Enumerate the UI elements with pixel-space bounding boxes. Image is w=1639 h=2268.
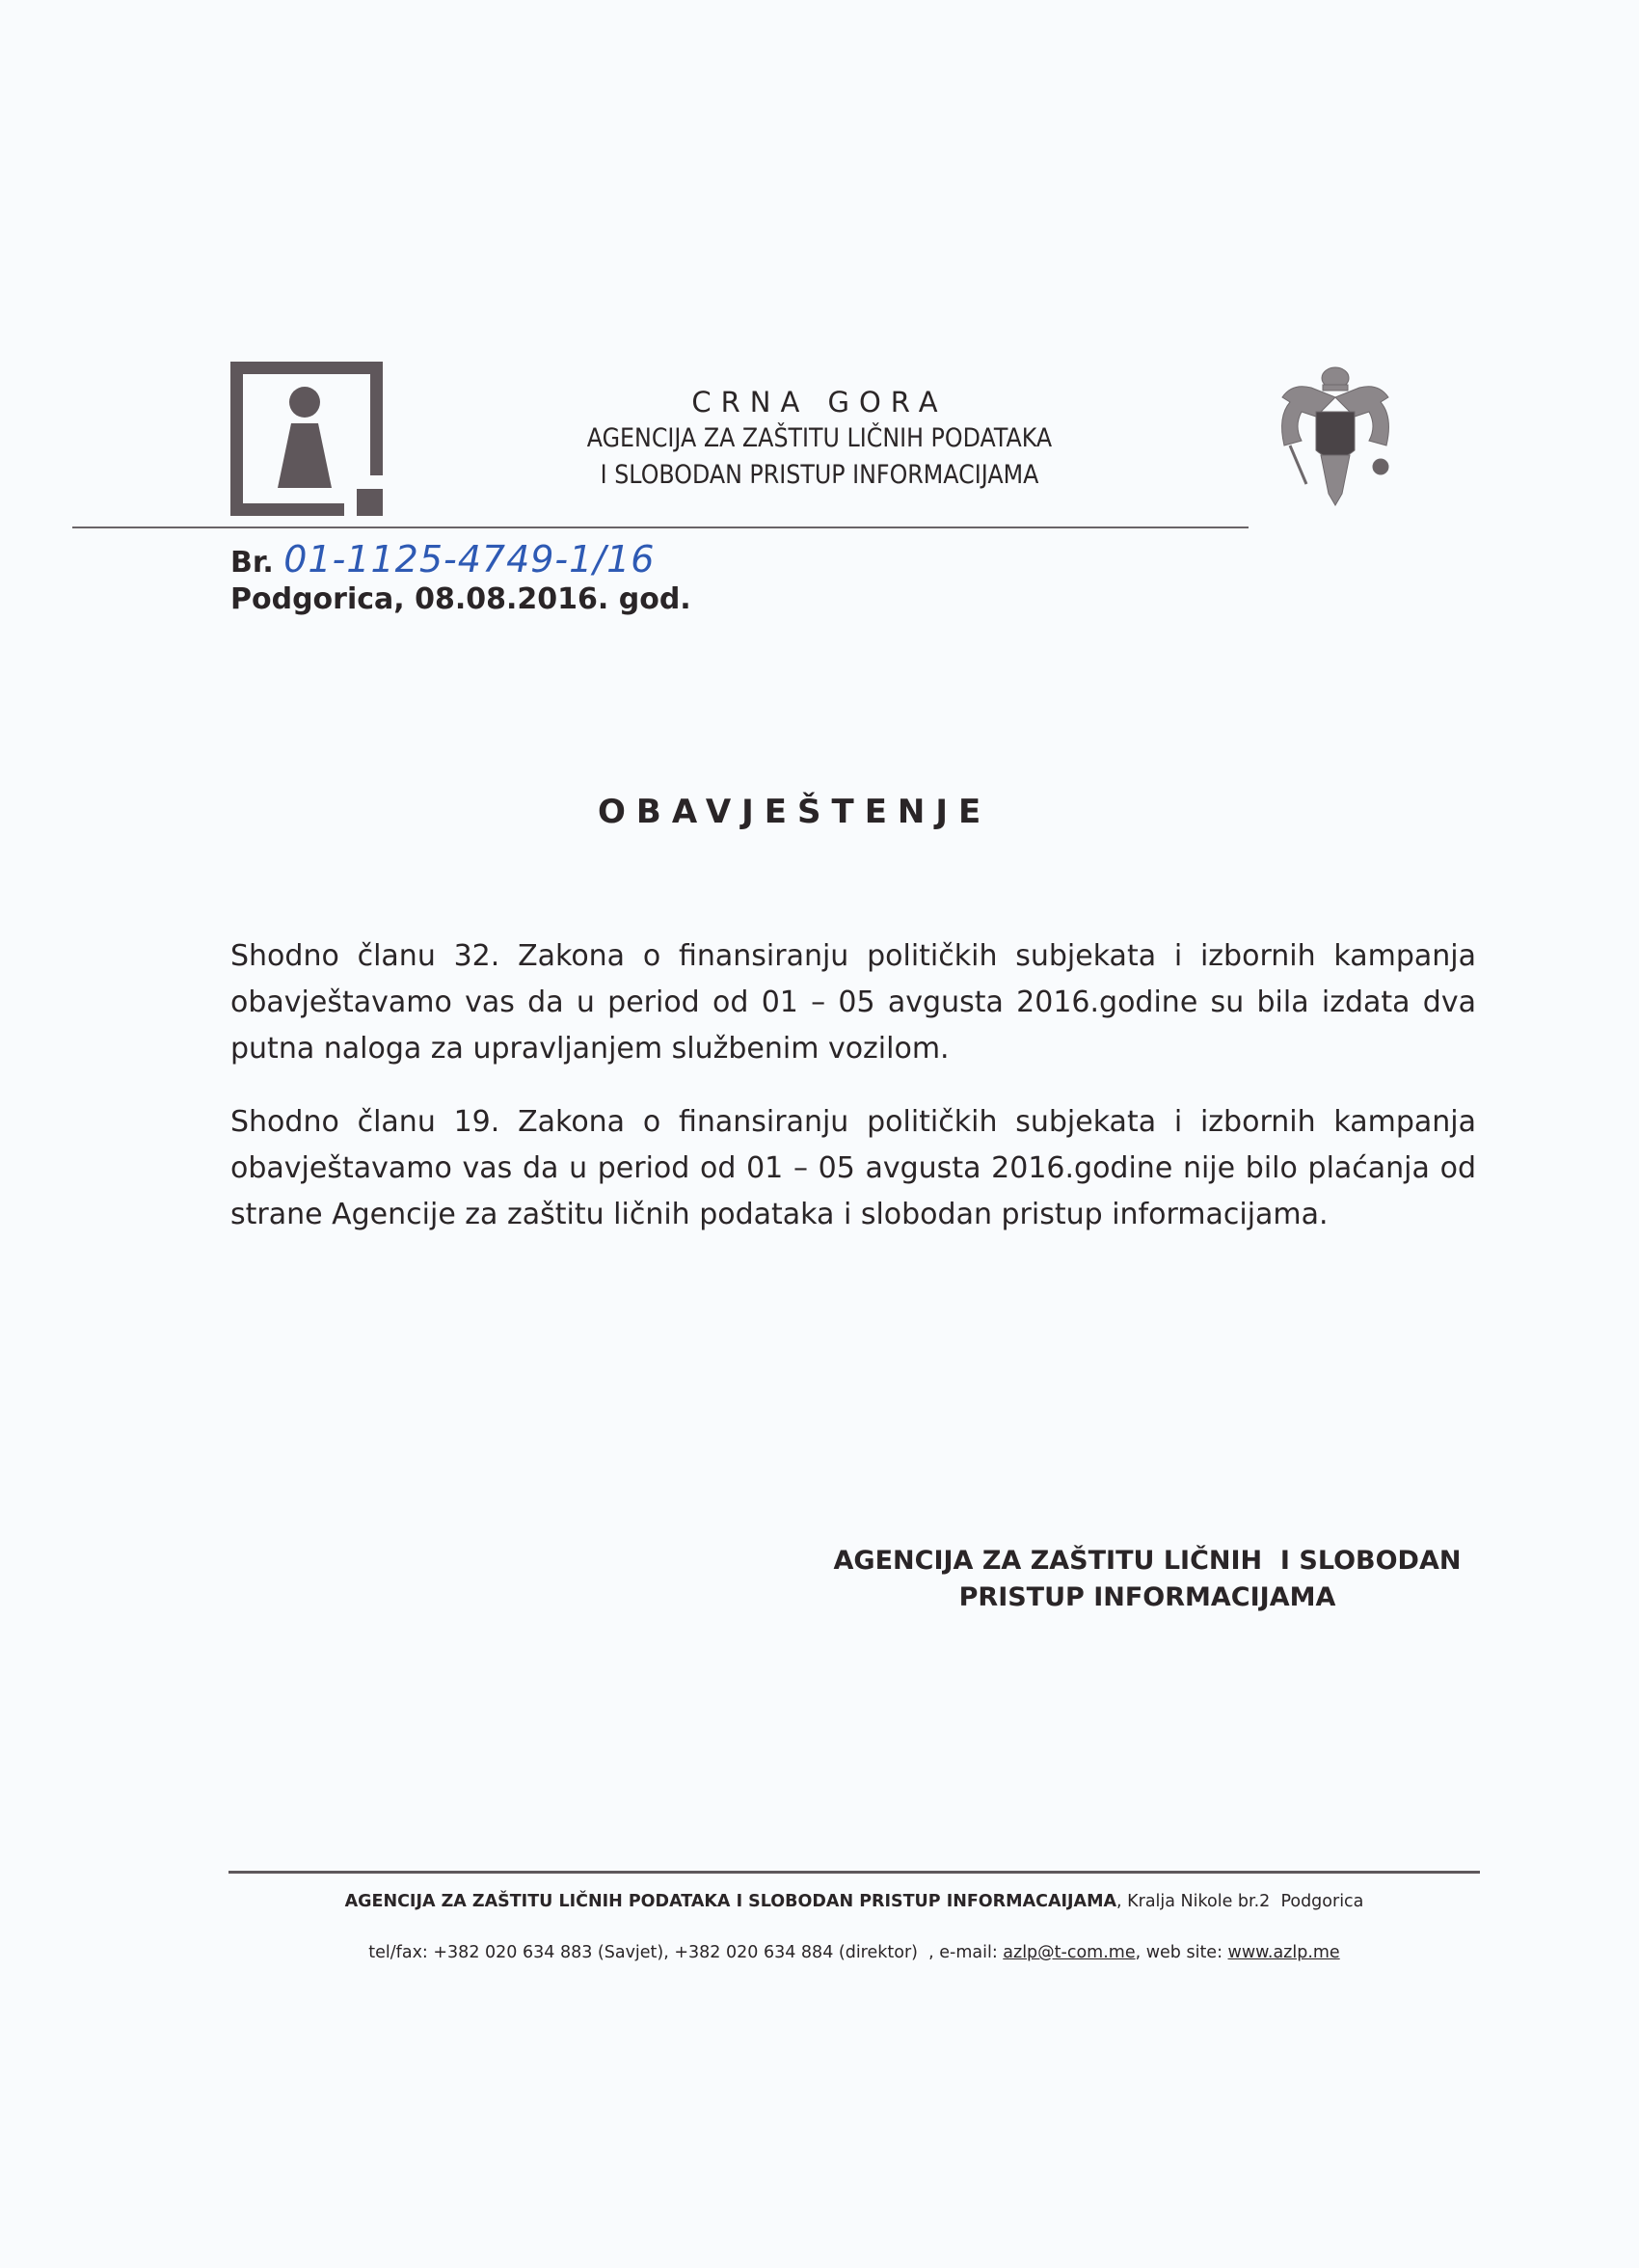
agency-logo-icon [230,362,383,516]
footer-divider [228,1871,1480,1874]
country-name: CRNA GORA [691,386,948,418]
footer-contacts [228,1943,1480,1962]
signature-line-2: PRISTUP INFORMACIJAMA [958,1582,1336,1612]
handwritten-reference-number: 01-1125-4749-1/16 [283,538,656,580]
body-paragraph-2: Shodno članu 19. Zakona o finansiranju političkih subjekata i izbornih kampanja obavještavamo vas da u period od 01 – 05 avgusta 2016.godine nije bilo plaćanja od strane Agencije za zaštitu ličnih podataka i slobodan pristup informacijama. [230,1105,1476,1231]
document-title: OBAVJEŠTENJE [598,793,992,831]
agency-name-line1: AGENCIJA ZA ZAŠTITU LIČNIH PODATAKA [586,423,1053,453]
signature-line-1: AGENCIJA ZA ZAŠTITU LIČNIH I SLOBODAN [833,1546,1462,1576]
footer-phone: tel/fax: +382 020 634 883 (Savjet), +382 020 634 884 (direktor) , e-mail: [368,1943,1004,1962]
footer-address [228,1892,1480,1911]
header-divider [72,526,1249,528]
footer-street-address: , Kralja Nikole br.2 Podgorica [1116,1892,1364,1911]
agency-name-line2: I SLOBODAN PRISTUP INFORMACIJAMA [600,460,1039,490]
reference-label: Br. [230,546,274,580]
body-paragraph-1: Shodno članu 32. Zakona o finansiranju političkih subjekata i izbornih kampanja obavještavamo vas da u period od 01 – 05 avgusta 2016.godine su bila izdata dva putna naloga za upravljanjem službenim vozilom. [230,939,1476,1066]
coat-of-arms-icon [1273,359,1398,513]
footer-website-link[interactable]: www.azlp.me [1227,1943,1340,1962]
footer-web-label: , web site: [1135,1943,1228,1962]
reference-number [230,538,655,580]
signature-block [810,1543,1485,1616]
footer-org-name: AGENCIJA ZA ZAŠTITU LIČNIH PODATAKA I SLOBODAN PRISTUP INFORMACAIJAMA [344,1892,1117,1911]
footer-email-link[interactable]: azlp@t-com.me [1003,1943,1136,1962]
place-and-date: Podgorica, 08.08.2016. god. [230,582,691,616]
letterhead-title [482,384,1157,494]
